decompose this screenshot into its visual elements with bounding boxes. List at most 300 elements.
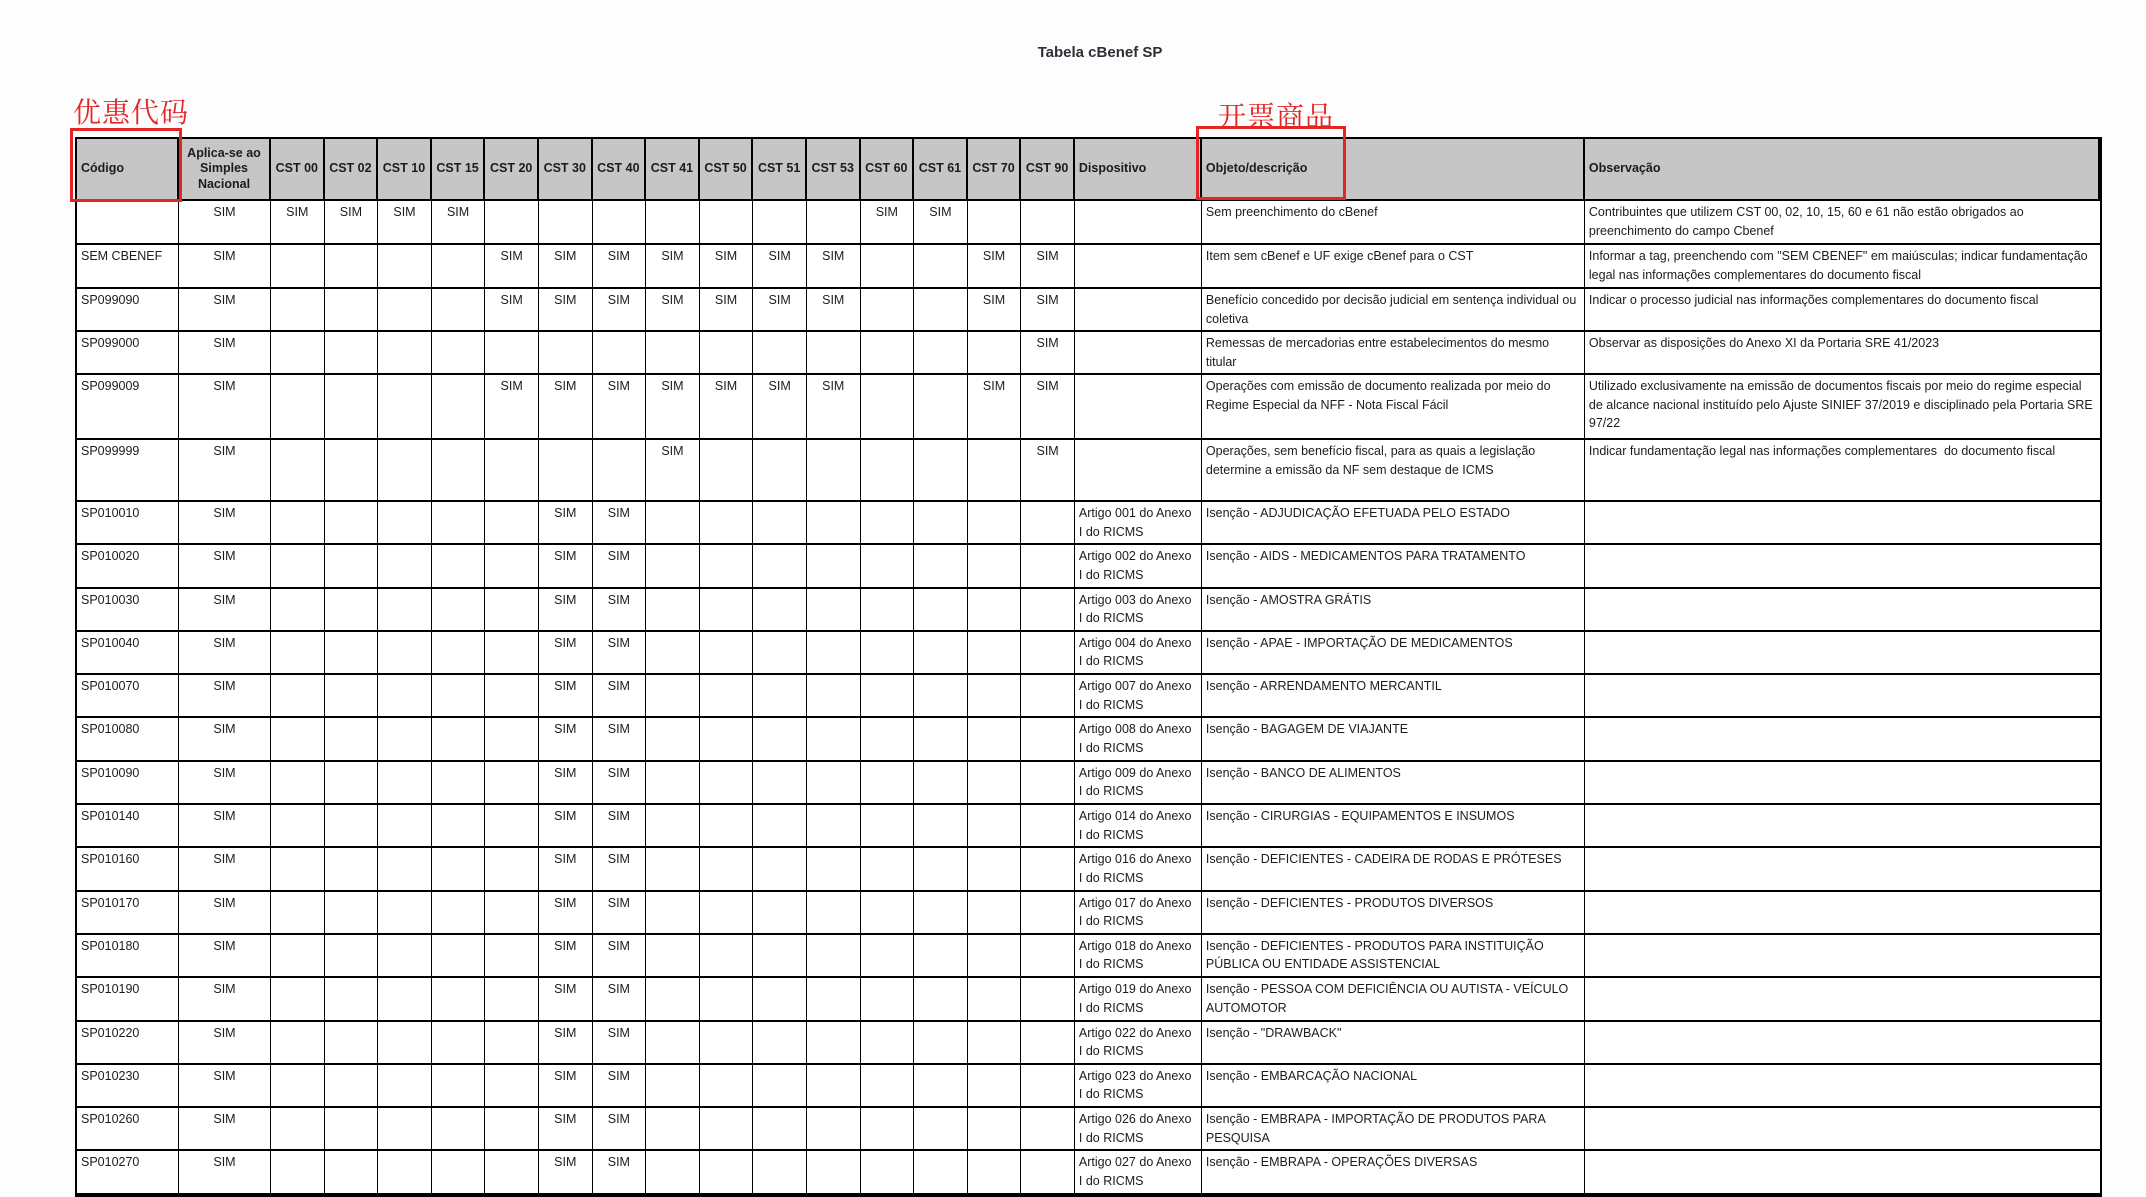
cell-cst-2 [378,848,432,889]
cell-cst-0 [271,502,325,543]
cell-cst-5: SIM [539,1151,593,1192]
cell-simples: SIM [179,935,271,976]
cell-cst-0 [271,805,325,846]
cell-cst-2 [378,289,432,330]
cell-cst-6: SIM [593,978,647,1019]
cell-cst-14 [1021,632,1075,673]
cell-cst-12 [914,440,968,500]
cell-dispositivo: Artigo 017 do Anexo I do RICMS [1075,892,1202,933]
cell-cst-12 [914,589,968,630]
cell-objeto: Isenção - ADJUDICAÇÃO EFETUADA PELO ESTADO [1202,502,1585,543]
column-header-cst-cst-90: CST 90 [1021,139,1075,199]
cell-observacao [1585,1151,2100,1192]
cell-cst-12 [914,848,968,889]
cell-cst-3 [432,892,486,933]
cell-cst-5 [539,332,593,373]
cell-cst-6: SIM [593,1151,647,1192]
cell-cst-12: SIM [914,201,968,243]
cell-observacao [1585,892,2100,933]
cell-dispositivo [1075,289,1202,330]
cell-cst-9 [753,892,807,933]
cell-cst-12 [914,1022,968,1063]
cell-cst-6: SIM [593,589,647,630]
cell-objeto: Isenção - AIDS - MEDICAMENTOS PARA TRATAMENTO [1202,545,1585,586]
cell-cst-11 [861,632,915,673]
table-row [77,332,2100,375]
cell-cst-11 [861,762,915,803]
cell-cst-13 [968,1022,1022,1063]
cell-cst-3 [432,675,486,716]
cell-codigo: SP010270 [77,1151,179,1192]
cell-cst-10 [807,589,861,630]
cell-cst-5: SIM [539,892,593,933]
annotation-box-codigo [70,128,182,202]
cell-cst-9 [753,848,807,889]
cell-cst-13 [968,675,1022,716]
cell-cst-8: SIM [700,375,754,438]
cell-simples: SIM [179,1151,271,1192]
cell-codigo: SEM CBENEF [77,245,179,287]
cell-cst-2 [378,245,432,287]
cell-cst-6: SIM [593,1022,647,1063]
cell-cst-9 [753,675,807,716]
column-header-cst-cst-15: CST 15 [432,139,486,199]
cell-cst-13 [968,502,1022,543]
annotation-label-objeto: 开票商品 [1218,101,1335,132]
cell-observacao [1585,632,2100,673]
cell-cst-14 [1021,675,1075,716]
cell-cst-9 [753,1151,807,1192]
cell-cst-9 [753,632,807,673]
cell-cst-1 [325,589,379,630]
header-row [77,139,2100,201]
cell-cst-13 [968,201,1022,243]
cell-observacao: Indicar o processo judicial nas informações complementares do documento fiscal [1588,293,2039,307]
cell-cst-13: SIM [968,245,1022,287]
cell-simples: SIM [179,1022,271,1063]
cell-cst-7 [646,545,700,586]
cell-cst-14: SIM [1021,375,1075,438]
table-row [77,1108,2100,1151]
column-header-cst-cst-50: CST 50 [700,139,754,199]
cell-cst-7 [646,589,700,630]
cell-cst-4 [485,502,539,543]
cell-objeto: Isenção - ARRENDAMENTO MERCANTIL [1202,675,1585,716]
cell-cst-5: SIM [539,545,593,586]
cell-cst-2 [378,892,432,933]
cell-codigo: SP099999 [77,440,179,500]
cell-cst-8: SIM [700,289,754,330]
cell-cst-9 [753,805,807,846]
cell-cst-9 [753,762,807,803]
cell-dispositivo: Artigo 018 do Anexo I do RICMS [1075,935,1202,976]
cell-cst-0 [271,848,325,889]
cell-cst-6: SIM [593,892,647,933]
cell-cst-5 [539,201,593,243]
cell-cst-5: SIM [539,1022,593,1063]
cell-cst-2 [378,935,432,976]
cell-cst-14 [1021,589,1075,630]
cell-cst-4 [485,892,539,933]
cell-cst-4 [485,332,539,373]
cell-cst-5: SIM [539,675,593,716]
cell-observacao: Utilizado exclusivamente na emissão de documentos fiscais por meio do regime especial de alcance nacional instituído pelo Ajuste SINIEF 37/2019 e disciplinado pela Portaria SRE 97/22 [1588,379,2097,430]
cell-cst-11 [861,245,915,287]
cell-cst-11 [861,545,915,586]
cell-simples: SIM [179,978,271,1019]
cell-cst-4: SIM [485,245,539,287]
cell-cst-6: SIM [593,502,647,543]
cell-cst-1 [325,289,379,330]
cell-codigo: SP010040 [77,632,179,673]
cell-cst-13: SIM [968,289,1022,330]
cell-simples: SIM [179,805,271,846]
cell-cst-12 [914,805,968,846]
cell-simples: SIM [179,589,271,630]
cell-cst-0: SIM [271,201,325,243]
cell-objeto: Isenção - CIRURGIAS - EQUIPAMENTOS E INSUMOS [1202,805,1585,846]
table-row [77,762,2100,805]
cell-cst-5: SIM [539,848,593,889]
cell-cst-4 [485,1065,539,1106]
cell-cst-2 [378,375,432,438]
table-row [77,892,2100,935]
cell-cst-2 [378,978,432,1019]
cell-cst-7 [646,1151,700,1192]
cbenef-table [75,137,2102,1197]
cell-cst-10 [807,805,861,846]
cell-cst-10 [807,440,861,500]
cell-cst-13 [968,978,1022,1019]
cell-cst-3 [432,1022,486,1063]
cell-cst-8 [700,805,754,846]
cell-observacao [1585,978,2100,1019]
cell-cst-9 [753,502,807,543]
cell-cst-7: SIM [646,440,700,500]
cell-objeto: Isenção - DEFICIENTES - PRODUTOS PARA INSTITUIÇÃO PÚBLICA OU ENTIDADE ASSISTENCIAL [1202,935,1585,976]
cell-cst-1 [325,805,379,846]
cell-dispositivo: Artigo 027 do Anexo I do RICMS [1075,1151,1202,1192]
cell-objeto: Isenção - DEFICIENTES - CADEIRA DE RODAS E PRÓTESES [1202,848,1585,889]
cell-cst-4 [485,675,539,716]
table-row [77,589,2100,632]
column-header-cst-cst-40: CST 40 [593,139,647,199]
cell-observacao [1585,589,2100,630]
cell-cst-14 [1021,201,1075,243]
cell-objeto: Operações, sem benefício fiscal, para as quais a legislação determine a emissão da NF sem destaque de ICMS [1202,440,1585,500]
cell-simples: SIM [179,201,271,243]
cell-cst-3 [432,289,486,330]
cell-cst-9 [753,201,807,243]
cell-cst-4 [485,978,539,1019]
cell-observacao [1585,848,2100,889]
cell-codigo: SP099000 [77,332,179,373]
cell-cst-1 [325,440,379,500]
cell-cst-13 [968,935,1022,976]
cell-cst-2 [378,1022,432,1063]
cell-cst-1 [325,502,379,543]
cell-objeto: Isenção - BAGAGEM DE VIAJANTE [1202,718,1585,759]
cell-cst-14 [1021,762,1075,803]
cell-cst-8 [700,332,754,373]
cell-cst-11 [861,589,915,630]
cell-cst-6: SIM [593,545,647,586]
cell-codigo: SP010160 [77,848,179,889]
cell-simples: SIM [179,375,271,438]
column-header-cst-cst-51: CST 51 [753,139,807,199]
cell-codigo: SP099009 [77,375,179,438]
cell-cst-0 [271,332,325,373]
cell-cst-3 [432,848,486,889]
column-header-cst-cst-41: CST 41 [646,139,700,199]
cell-cst-4 [485,632,539,673]
cell-objeto: Isenção - AMOSTRA GRÁTIS [1202,589,1585,630]
cell-cst-12 [914,1065,968,1106]
cell-cst-6: SIM [593,718,647,759]
cell-codigo: SP099090 [77,289,179,330]
cell-cst-9: SIM [753,245,807,287]
cell-simples: SIM [179,848,271,889]
cell-cst-4: SIM [485,289,539,330]
cell-cst-7 [646,978,700,1019]
column-header-cst-cst-20: CST 20 [485,139,539,199]
cell-cst-8 [700,1151,754,1192]
column-header-cst-cst-61: CST 61 [914,139,968,199]
cell-cst-4 [485,545,539,586]
cell-cst-14 [1021,545,1075,586]
cell-cst-5: SIM [539,718,593,759]
cell-cst-7 [646,1065,700,1106]
cell-observacao [1585,1065,2100,1106]
cell-cst-5: SIM [539,1065,593,1106]
cell-cst-4 [485,1151,539,1192]
cell-cst-4 [485,201,539,243]
cell-cst-4 [485,1108,539,1149]
cell-cst-0 [271,440,325,500]
cell-simples: SIM [179,632,271,673]
cell-cst-7 [646,718,700,759]
cell-cst-14: SIM [1021,332,1075,373]
cell-cst-2 [378,440,432,500]
column-header-cst-cst-00: CST 00 [271,139,325,199]
cell-cst-8 [700,675,754,716]
cell-cst-10 [807,1022,861,1063]
cell-cst-11 [861,1065,915,1106]
cell-cst-12 [914,718,968,759]
cell-cst-11 [861,1022,915,1063]
cell-dispositivo: Artigo 023 do Anexo I do RICMS [1075,1065,1202,1106]
cell-codigo: SP010140 [77,805,179,846]
cell-cst-6: SIM [593,935,647,976]
cell-cst-3 [432,978,486,1019]
cell-dispositivo: Artigo 014 do Anexo I do RICMS [1075,805,1202,846]
cell-cst-8 [700,718,754,759]
cell-dispositivo: Artigo 001 do Anexo I do RICMS [1075,502,1202,543]
cell-cst-2 [378,1151,432,1192]
cell-cst-13: SIM [968,375,1022,438]
cell-cst-5 [539,440,593,500]
cell-cst-4 [485,718,539,759]
cell-cst-10 [807,762,861,803]
cell-cst-6: SIM [593,1108,647,1149]
cell-cst-1 [325,245,379,287]
cell-cst-12 [914,545,968,586]
cell-cst-8 [700,1065,754,1106]
cell-cst-11 [861,848,915,889]
cell-codigo: SP010090 [77,762,179,803]
cell-cst-7: SIM [646,289,700,330]
column-header-cst-cst-53: CST 53 [807,139,861,199]
cell-cst-8 [700,848,754,889]
cell-cst-3 [432,332,486,373]
cell-cst-2 [378,632,432,673]
cell-cst-2 [378,762,432,803]
cell-cst-11 [861,1151,915,1192]
cell-cst-7 [646,632,700,673]
cell-observacao: Indicar fundamentação legal nas informações complementares do documento fiscal [1588,444,2056,458]
cell-cst-11 [861,805,915,846]
cell-codigo: SP010230 [77,1065,179,1106]
cell-cst-7 [646,848,700,889]
cell-cst-14 [1021,1065,1075,1106]
column-header-observacao: Observação [1585,139,2100,199]
cell-cst-0 [271,675,325,716]
cell-cst-12 [914,1151,968,1192]
cell-cst-1 [325,632,379,673]
cell-dispositivo [1075,201,1202,243]
cell-cst-5: SIM [539,805,593,846]
cell-cst-3 [432,440,486,500]
cell-cst-8 [700,502,754,543]
cell-cst-14 [1021,848,1075,889]
cell-cst-5: SIM [539,589,593,630]
table-row [77,1065,2100,1108]
cell-cst-1 [325,1108,379,1149]
cell-cst-11 [861,502,915,543]
cell-cst-0 [271,245,325,287]
cell-observacao [1585,1022,2100,1063]
cell-dispositivo: Artigo 002 do Anexo I do RICMS [1075,545,1202,586]
cell-cst-9 [753,545,807,586]
cell-cst-1: SIM [325,201,379,243]
table-row [77,848,2100,891]
cell-cst-1 [325,675,379,716]
cell-simples: SIM [179,675,271,716]
cell-cst-13 [968,1108,1022,1149]
cell-cst-7 [646,332,700,373]
table-row [77,805,2100,848]
table-row [77,1151,2100,1194]
cell-dispositivo: Artigo 009 do Anexo I do RICMS [1075,762,1202,803]
column-header-simples: Aplica-se ao Simples Nacional [179,139,271,199]
cell-cst-7 [646,1022,700,1063]
table-row [77,935,2100,978]
column-header-cst-cst-10: CST 10 [378,139,432,199]
cell-cst-11: SIM [861,201,915,243]
cell-cst-11 [861,675,915,716]
cell-cst-6: SIM [593,632,647,673]
cell-codigo [77,201,179,243]
cell-observacao [1585,805,2100,846]
cell-cst-6 [593,440,647,500]
cell-cst-2 [378,805,432,846]
cell-dispositivo: Artigo 022 do Anexo I do RICMS [1075,1022,1202,1063]
table-row [77,545,2100,588]
cell-cst-10 [807,675,861,716]
cell-cst-0 [271,289,325,330]
cell-cst-0 [271,1151,325,1192]
cell-cst-9 [753,1065,807,1106]
cell-cst-3 [432,589,486,630]
cell-cst-9: SIM [753,375,807,438]
cell-cst-1 [325,718,379,759]
cell-cst-10 [807,718,861,759]
cell-cst-3 [432,718,486,759]
cell-codigo: SP010220 [77,1022,179,1063]
cell-codigo: SP010010 [77,502,179,543]
cell-cst-0 [271,935,325,976]
cell-cst-13 [968,632,1022,673]
cell-cst-10: SIM [807,245,861,287]
cell-dispositivo: Artigo 008 do Anexo I do RICMS [1075,718,1202,759]
cell-cst-0 [271,718,325,759]
cell-observacao [1585,1108,2100,1149]
cell-cst-14 [1021,1022,1075,1063]
cell-simples: SIM [179,718,271,759]
cell-cst-7: SIM [646,375,700,438]
cell-simples: SIM [179,545,271,586]
cell-cst-7 [646,201,700,243]
cell-cst-13 [968,332,1022,373]
cell-cst-9 [753,978,807,1019]
cell-cst-11 [861,440,915,500]
cell-dispositivo [1075,375,1202,438]
cell-cst-4: SIM [485,375,539,438]
cell-codigo: SP010020 [77,545,179,586]
cell-simples: SIM [179,289,271,330]
cell-cst-0 [271,978,325,1019]
cell-cst-0 [271,589,325,630]
cell-cst-11 [861,718,915,759]
cell-cst-0 [271,1065,325,1106]
cell-simples: SIM [179,1108,271,1149]
cell-observacao [1585,502,2100,543]
cell-cst-1 [325,935,379,976]
cell-cst-13 [968,805,1022,846]
cell-objeto: Isenção - EMBARCAÇÃO NACIONAL [1202,1065,1585,1106]
cell-observacao: Informar a tag, preenchendo com "SEM CBENEF" em maiúsculas; indicar fundamentação legal nas informações complementares do documento fiscal [1588,249,2092,282]
cell-codigo: SP010070 [77,675,179,716]
cell-cst-13 [968,762,1022,803]
cell-cst-14 [1021,892,1075,933]
cell-codigo: SP010080 [77,718,179,759]
cell-dispositivo: Artigo 019 do Anexo I do RICMS [1075,978,1202,1019]
cell-cst-11 [861,332,915,373]
cell-cst-13 [968,440,1022,500]
cell-cst-6 [593,201,647,243]
cell-cst-13 [968,848,1022,889]
cell-simples: SIM [179,245,271,287]
cell-cst-9 [753,718,807,759]
cell-cst-3 [432,375,486,438]
table-row [77,718,2100,761]
cell-cst-11 [861,892,915,933]
cell-cst-10: SIM [807,289,861,330]
cell-cst-6 [593,332,647,373]
cell-cst-7 [646,1108,700,1149]
cell-cst-11 [861,1108,915,1149]
page-title: Tabela cBenef SP [1037,44,1163,61]
